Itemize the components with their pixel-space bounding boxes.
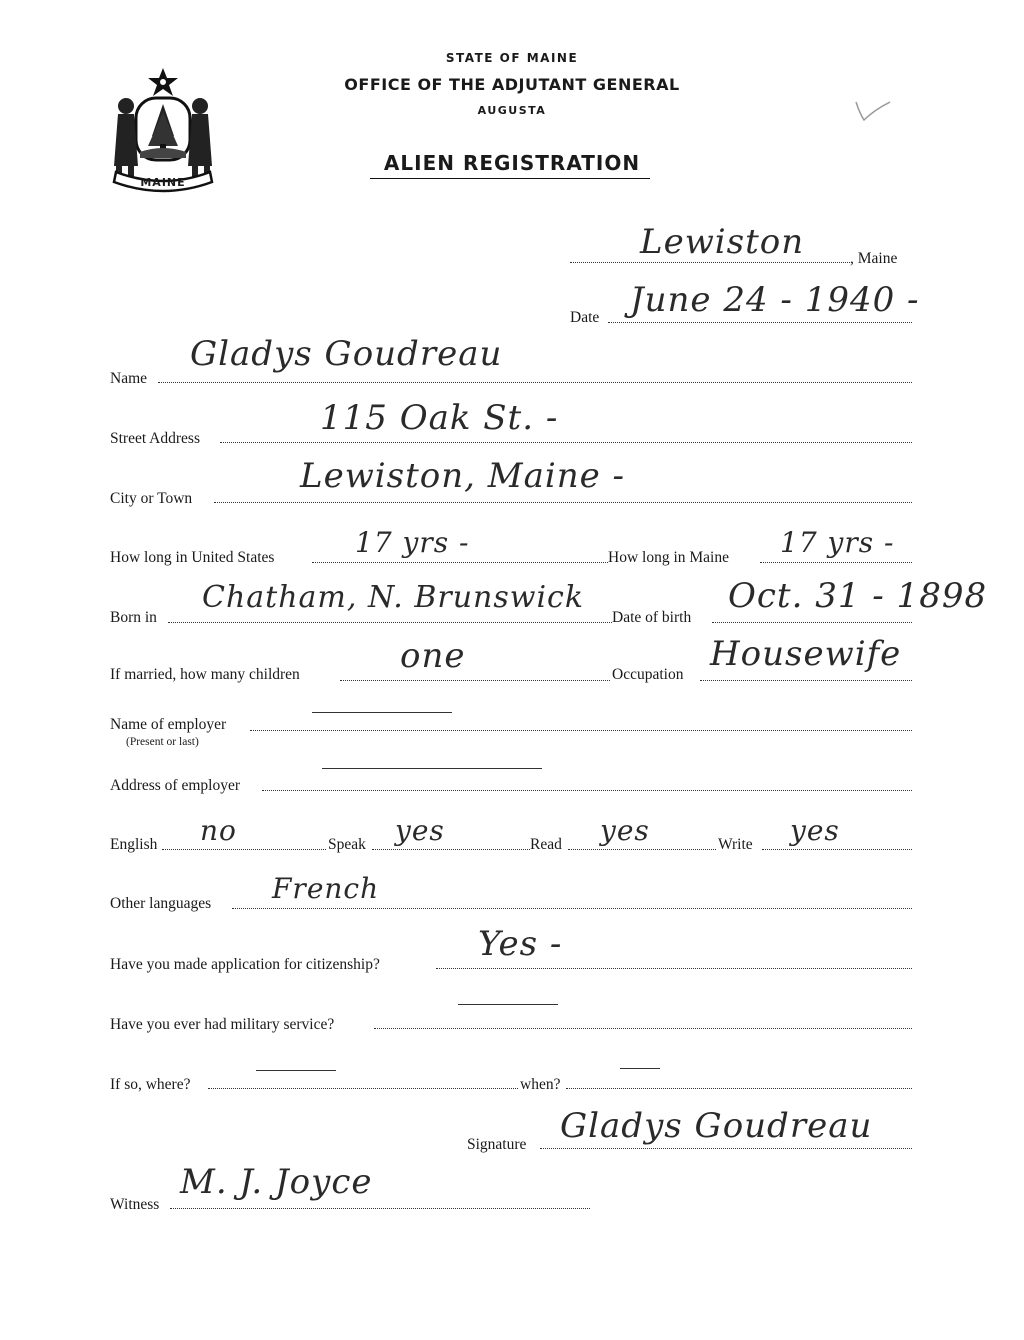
born-in-value[interactable]: Chatham, N. Brunswick <box>202 580 585 615</box>
born-in-label: Born in <box>110 609 157 626</box>
name-label: Name <box>110 370 148 387</box>
citizenship-value[interactable]: Yes - <box>478 924 563 964</box>
maine-suffix: , Maine <box>850 250 898 267</box>
when-label: when? <box>520 1076 561 1093</box>
date-value[interactable]: June 24 - 1940 - <box>630 280 920 320</box>
occupation-label: Occupation <box>612 666 684 683</box>
children-line <box>340 680 610 681</box>
children-value[interactable]: one <box>400 636 466 676</box>
write-value[interactable]: yes <box>790 814 840 847</box>
employer-address-dash <box>322 768 542 769</box>
seal-banner-text: MAINE <box>140 176 186 189</box>
speak-value[interactable]: yes <box>395 814 445 847</box>
how-long-us-value[interactable]: 17 yrs - <box>355 526 470 559</box>
english-label: English <box>110 836 158 853</box>
witness-label: Witness <box>110 1196 160 1213</box>
children-label: If married, how many children <box>110 666 300 683</box>
date-of-birth-label: Date of birth <box>612 609 692 626</box>
witness-line <box>170 1208 590 1209</box>
read-line <box>568 849 716 850</box>
employer-name-sublabel: (Present or last) <box>126 736 199 748</box>
city-line <box>214 502 912 503</box>
date-line <box>608 322 912 323</box>
read-label: Read <box>530 836 562 853</box>
employer-name-label: Name of employer <box>110 716 227 733</box>
city-value[interactable]: Lewiston, Maine - <box>300 456 626 496</box>
speak-line <box>372 849 530 850</box>
occupation-value[interactable]: Housewife <box>710 634 902 674</box>
english-value[interactable]: no <box>200 814 237 847</box>
how-long-maine-value[interactable]: 17 yrs - <box>780 526 895 559</box>
employer-name-line <box>250 730 912 731</box>
witness-value: M. J. Joyce <box>180 1162 373 1202</box>
how-long-maine-line <box>760 562 912 563</box>
where-label: If so, where? <box>110 1076 191 1093</box>
when-dash <box>620 1068 660 1069</box>
citizenship-label: Have you made application for citizenship? <box>110 956 380 973</box>
employer-name-dash <box>312 712 452 713</box>
title-underline <box>370 178 650 179</box>
header-office: OFFICE OF THE ADJUTANT GENERAL <box>344 75 680 94</box>
street-address-label: Street Address <box>110 430 200 447</box>
when-line <box>566 1088 912 1089</box>
street-address-value[interactable]: 115 Oak St. - <box>320 398 559 438</box>
street-address-line <box>220 442 912 443</box>
other-languages-value[interactable]: French <box>272 872 380 905</box>
date-label: Date <box>570 309 600 326</box>
form-title: ALIEN REGISTRATION <box>383 151 641 175</box>
military-dash <box>458 1004 558 1005</box>
how-long-us-line <box>312 562 608 563</box>
how-long-us-label: How long in United States <box>110 549 275 566</box>
signature-value: Gladys Goudreau <box>560 1106 873 1146</box>
name-line <box>158 382 912 383</box>
signature-label: Signature <box>467 1136 527 1153</box>
employer-address-label: Address of employer <box>110 777 240 794</box>
signature-line <box>540 1148 912 1149</box>
other-languages-line <box>232 908 912 909</box>
employer-address-line <box>262 790 912 791</box>
date-of-birth-line <box>712 622 912 623</box>
city-label: City or Town <box>110 490 193 507</box>
speak-label: Speak <box>328 836 366 853</box>
where-dash <box>256 1070 336 1071</box>
town-value[interactable]: Lewiston <box>640 222 805 262</box>
write-line <box>762 849 912 850</box>
other-languages-label: Other languages <box>110 895 212 912</box>
header-city: AUGUSTA <box>477 104 547 117</box>
town-line <box>570 262 850 263</box>
where-line <box>208 1088 518 1089</box>
english-line <box>162 849 326 850</box>
read-value[interactable]: yes <box>600 814 650 847</box>
born-in-line <box>168 622 612 623</box>
date-of-birth-value[interactable]: Oct. 31 - 1898 <box>728 576 988 616</box>
write-label: Write <box>718 836 753 853</box>
occupation-line <box>700 680 912 681</box>
military-label: Have you ever had military service? <box>110 1016 335 1033</box>
header-state: STATE OF MAINE <box>445 51 579 65</box>
name-value[interactable]: Gladys Goudreau <box>190 334 503 374</box>
how-long-maine-label: How long in Maine <box>608 549 729 566</box>
military-line <box>374 1028 912 1029</box>
citizenship-line <box>436 968 912 969</box>
check-mark-icon <box>852 96 892 124</box>
